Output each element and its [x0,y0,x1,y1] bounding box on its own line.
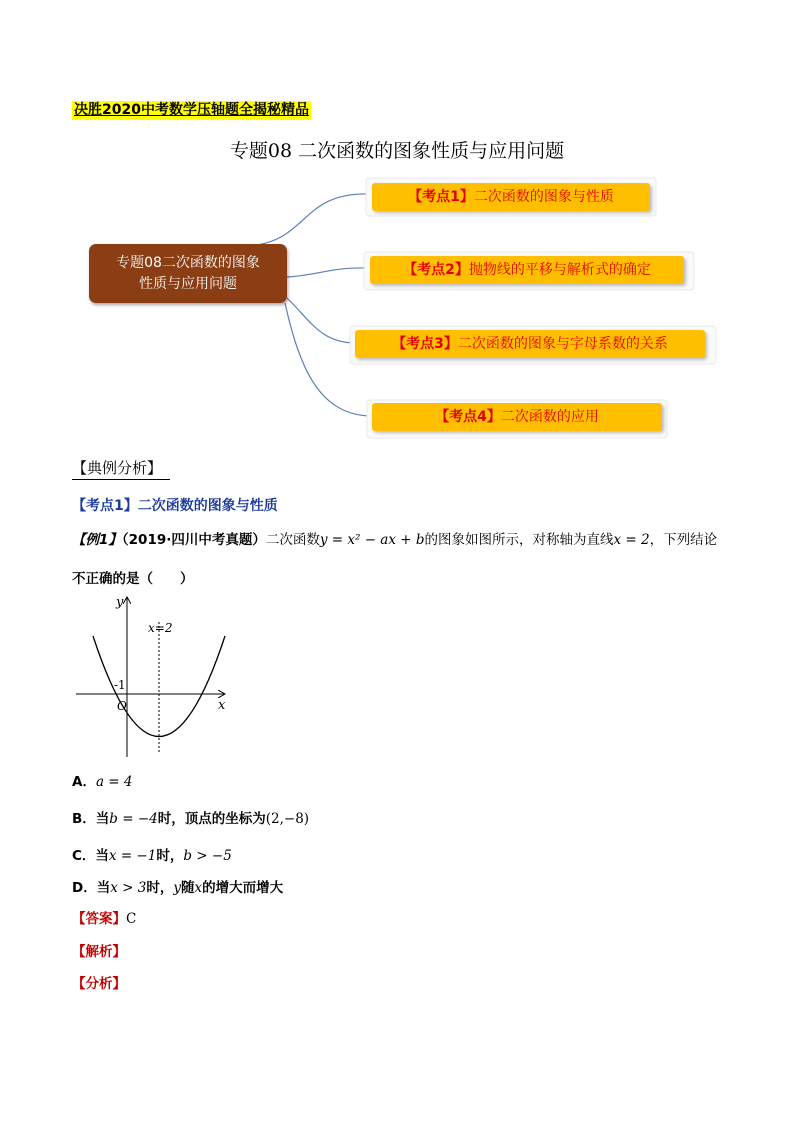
section-heading [72,457,162,478]
option-b [72,807,309,827]
option-letter: C． [72,848,96,864]
option-post: 时，顶点的坐标为 [157,811,266,827]
example-text-a: 二次函数 [265,532,320,548]
series-banner: 决胜2020中考数学压轴题全揭秘精品 [74,102,309,118]
x-axis-label: x [218,698,226,713]
origin-label: O [117,699,127,713]
option-math2: b > −5 [183,848,232,864]
option-letter: D． [72,880,97,896]
option-post3: 的增大而增大 [202,880,284,896]
symmetry-axis-label: x=2 [148,621,173,635]
branch-tag: 【考点4】 [435,409,501,425]
kaodian-heading [72,495,278,515]
example-source: （2019·四川中考真题） [121,532,266,548]
option-math2: (2,−8) [265,811,310,827]
example-text-c: ，下列结论 [649,532,718,548]
example-axis-eq: x = 2 [613,532,650,548]
option-math3: x [194,880,203,896]
option-letter: B． [72,811,96,827]
option-pre: 当 [95,848,109,864]
answer-value: C [126,911,137,927]
example-text-b: 的图象如图所示，对称轴为直线 [424,532,614,548]
example-question-line2: 不正确的是（ ） [72,571,194,587]
option-pre: 当 [95,811,110,827]
branch-text: 二次函数的图象与性质 [473,189,614,205]
branch-text: 抛物线的平移与解析式的确定 [468,262,651,278]
branch-text: 二次函数的图象与字母系数的关系 [457,336,668,352]
option-math: x = −1 [108,848,157,864]
option-math: a = 4 [95,774,133,790]
analysis-tag: 【解析】 [72,944,126,960]
option-d [72,876,283,896]
connector-3 [287,298,354,343]
branch-kaodian-4 [372,403,662,431]
parabola-graph [72,592,242,757]
example-label: 【例1】 [72,532,122,548]
neg-one-label: -1 [114,678,126,692]
connector-1 [250,194,370,246]
kaodian-tag: 【考点1】 [72,498,138,514]
branch-tag: 【考点2】 [403,262,469,278]
y-axis-label: y [116,595,124,610]
option-c [72,844,232,864]
answer-line [72,907,136,927]
branch-tag: 【考点3】 [392,336,458,352]
mindmap-center-node [89,244,287,303]
fenxi-tag: 【分析】 [72,976,126,992]
center-line-1: 专题08二次函数的图象 [116,254,260,271]
example-equation: y = x² − ax + b [319,532,425,548]
option-post: 时， [156,848,184,864]
answer-tag: 【答案】 [72,911,126,927]
section-heading-text: 【典例分析】 [72,459,163,477]
option-post: 时， [146,880,174,896]
page-title: 专题08 二次函数的图象性质与应用问题 [229,140,565,162]
option-post2: 随 [180,880,195,896]
example-question-line1 [72,530,717,550]
option-a [72,770,133,790]
option-pre: 当 [96,880,111,896]
connector-2 [287,268,368,277]
option-letter: A． [72,774,96,790]
branch-kaodian-3 [355,330,705,358]
branch-kaodian-2 [370,256,684,284]
kaodian-text: 二次函数的图象与性质 [137,498,278,514]
section-underline [72,479,170,480]
option-math2: y [173,880,181,896]
branch-tag: 【考点1】 [408,189,474,205]
option-math: x > 3 [110,880,147,896]
option-math: b = −4 [109,811,158,827]
center-line-2: 性质与应用问题 [138,275,237,292]
branch-kaodian-1 [372,183,650,211]
branch-text: 二次函数的应用 [500,409,599,425]
